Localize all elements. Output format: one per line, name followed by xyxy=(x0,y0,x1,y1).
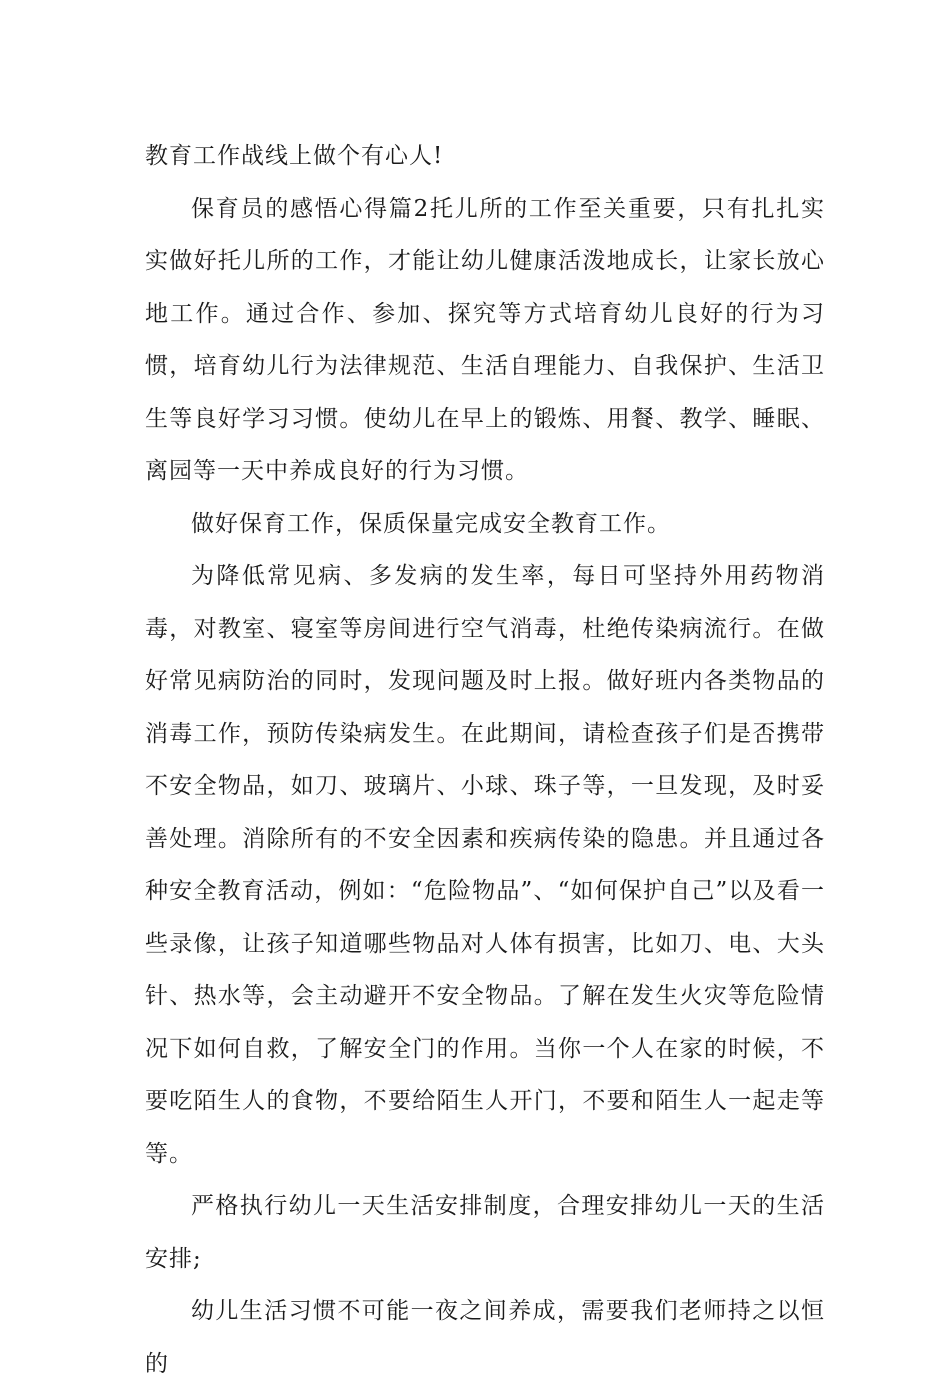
document-body xyxy=(145,130,825,1390)
paragraph-continuation: 教育工作战线上做个有心人! xyxy=(145,143,444,169)
paragraph-safety-goal: 做好保育工作，保质保量完成安全教育工作。 xyxy=(191,510,671,537)
paragraph-schedule: 严格执行幼儿一天生活安排制度，合理安排幼儿一天的生活安排; xyxy=(145,1193,825,1272)
paragraph-disease-prevention: 为降低常见病、多发病的发生率，每日可坚持外用药物消毒，对教室、寝室等房间进行空气消毒，杜绝传染病流行。在做好常见病防治的同时，发现问题及时上报。做好班内各类物品的消毒工作，预防传染病发生。在此期间，请检查孩子们是否携带不安全物品，如刀、玻璃片、小球、珠子等，一旦发现，及时妥善处理。消除所有的不安全因素和疾病传染的隐患。并且通过各种安全教育活动，例如：“危险物品”、“如何保护自己”以及看一些录像，让孩子知道哪些物品对人体有损害，比如刀、电、大头针、热水等，会主动避开不安全物品。了解在发生火灾等危险情况下如何自救，了解安全门的作用。当你一个人在家的时候，不要吃陌生人的食物，不要给陌生人开门，不要和陌生人一起走等等。 xyxy=(145,563,825,1167)
paragraph-intro: 保育员的感悟心得篇2托儿所的工作至关重要，只有扎扎实实做好托儿所的工作，才能让幼儿健康活泼地成长，让家长放心地工作。通过合作、参加、探究等方式培育幼儿良好的行为习惯，培育幼儿行为法律规范、生活自理能力、自我保护、生活卫生等良好学习习惯。使幼儿在早上的锻炼、用餐、教学、睡眠、离园等一天中养成良好的行为习惯。 xyxy=(145,195,825,484)
paragraph-habits: 幼儿生活习惯不可能一夜之间养成，需要我们老师持之以恒的 xyxy=(145,1298,825,1377)
